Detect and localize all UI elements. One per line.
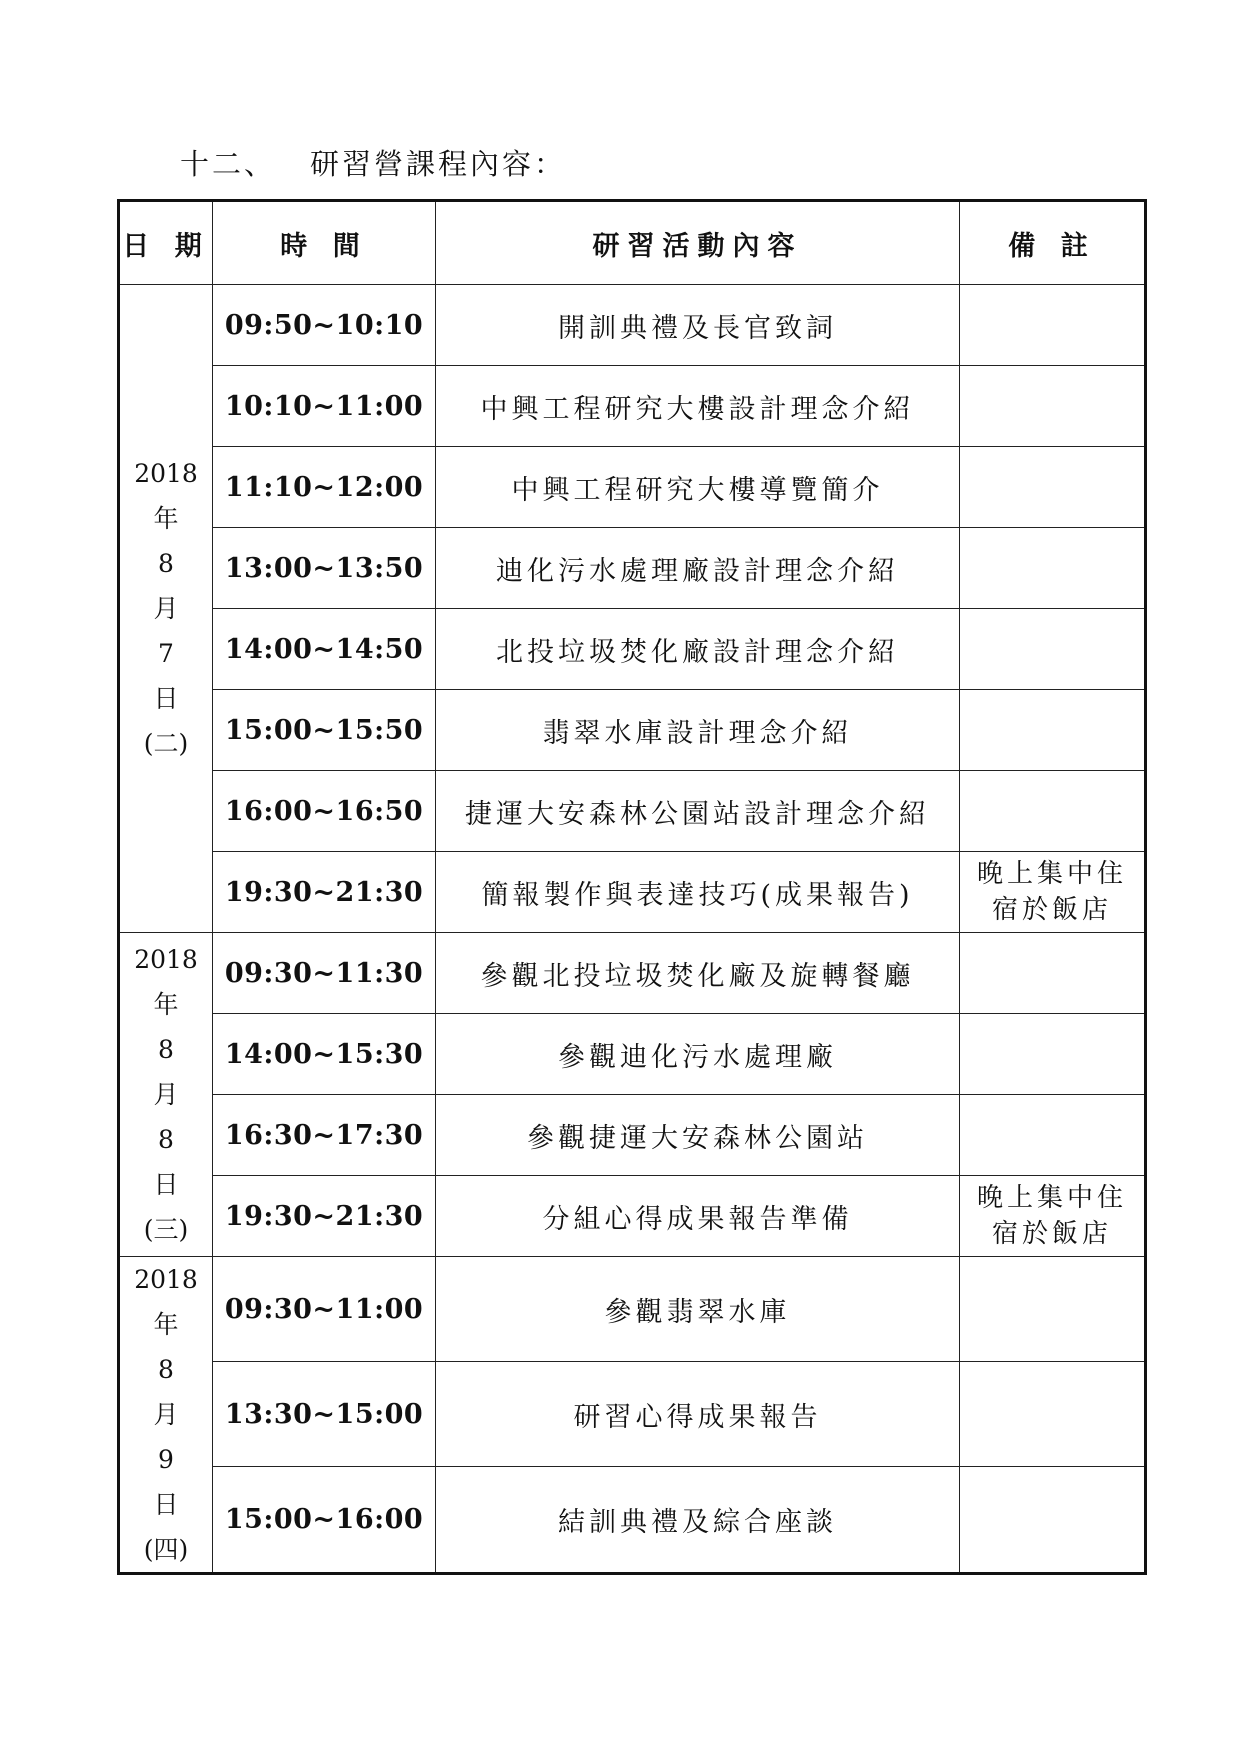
date-line: (三) <box>143 1215 189 1244</box>
time-cell: 15:00~15:50 <box>213 690 436 771</box>
table-row <box>119 933 1146 1014</box>
table-row <box>119 609 1146 690</box>
table-row <box>119 1095 1146 1176</box>
time-cell: 09:30~11:00 <box>213 1257 436 1362</box>
note-cell <box>960 1176 1146 1257</box>
time-cell: 15:00~16:00 <box>213 1467 436 1574</box>
date-line: 月 <box>153 1080 179 1109</box>
section-number: 十二、 <box>180 147 277 181</box>
time-cell: 13:00~13:50 <box>213 528 436 609</box>
date-line: 2018 <box>134 459 198 488</box>
activity-cell: 參觀翡翠水庫 <box>436 1257 960 1362</box>
table-row <box>119 1467 1146 1574</box>
note-cell <box>960 609 1146 690</box>
table-row <box>119 447 1146 528</box>
date-line: 8 <box>158 549 174 578</box>
time-cell: 16:30~17:30 <box>213 1095 436 1176</box>
activity-cell: 簡報製作與表達技巧(成果報告) <box>436 852 960 933</box>
note-line: 晚上集中住 <box>976 1183 1127 1213</box>
table-row <box>119 1014 1146 1095</box>
schedule-body <box>119 285 1146 1574</box>
header-date: 日 期 <box>119 201 213 285</box>
date-line: 2018 <box>134 1265 198 1294</box>
date-line: 年 <box>153 990 179 1019</box>
table-row <box>119 690 1146 771</box>
date-line: 年 <box>153 504 179 533</box>
header-row <box>119 201 1146 285</box>
note-cell <box>960 933 1146 1014</box>
time-cell: 13:30~15:00 <box>213 1362 436 1467</box>
date-line: 年 <box>153 1310 179 1339</box>
note-cell <box>960 285 1146 366</box>
activity-cell: 中興工程研究大樓設計理念介紹 <box>436 366 960 447</box>
table-row <box>119 528 1146 609</box>
time-cell: 11:10~12:00 <box>213 447 436 528</box>
date-line: 月 <box>153 1400 179 1429</box>
header-activity: 研習活動內容 <box>436 201 960 285</box>
date-line: 日 <box>153 1490 179 1519</box>
date-line: 2018 <box>134 945 198 974</box>
time-cell: 14:00~15:30 <box>213 1014 436 1095</box>
date-line: 8 <box>158 1125 174 1154</box>
activity-cell: 參觀北投垃圾焚化廠及旋轉餐廳 <box>436 933 960 1014</box>
section-title: 研習營課程內容： <box>310 147 567 181</box>
table-row <box>119 771 1146 852</box>
note-cell <box>960 1095 1146 1176</box>
note-line: 宿於飯店 <box>991 895 1112 925</box>
activity-cell: 迪化污水處理廠設計理念介紹 <box>436 528 960 609</box>
activity-cell: 研習心得成果報告 <box>436 1362 960 1467</box>
activity-cell: 翡翠水庫設計理念介紹 <box>436 690 960 771</box>
time-cell: 10:10~11:00 <box>213 366 436 447</box>
activity-cell: 參觀迪化污水處理廠 <box>436 1014 960 1095</box>
note-line: 晚上集中住 <box>976 859 1127 889</box>
time-cell: 09:30~11:30 <box>213 933 436 1014</box>
time-cell: 19:30~21:30 <box>213 1176 436 1257</box>
activity-cell: 開訓典禮及長官致詞 <box>436 285 960 366</box>
header-time: 時 間 <box>213 201 436 285</box>
date-line: (四) <box>143 1535 189 1564</box>
table-row <box>119 1362 1146 1467</box>
table-row <box>119 366 1146 447</box>
table-row <box>119 852 1146 933</box>
note-cell <box>960 366 1146 447</box>
date-line: 9 <box>158 1445 174 1474</box>
note-cell <box>960 447 1146 528</box>
date-line: 8 <box>158 1035 174 1064</box>
note-cell <box>960 852 1146 933</box>
note-cell <box>960 690 1146 771</box>
note-line: 宿於飯店 <box>991 1219 1112 1249</box>
note-cell <box>960 528 1146 609</box>
time-cell: 14:00~14:50 <box>213 609 436 690</box>
date-line: 日 <box>153 684 179 713</box>
header-note: 備 註 <box>960 201 1146 285</box>
date-line: 8 <box>158 1355 174 1384</box>
table-row <box>119 285 1146 366</box>
date-line: 月 <box>153 594 179 623</box>
time-cell: 16:00~16:50 <box>213 771 436 852</box>
activity-cell: 北投垃圾焚化廠設計理念介紹 <box>436 609 960 690</box>
time-cell: 09:50~10:10 <box>213 285 436 366</box>
activity-cell: 分組心得成果報告準備 <box>436 1176 960 1257</box>
date-cell <box>119 933 213 1257</box>
note-cell <box>960 1362 1146 1467</box>
date-line: (二) <box>143 729 189 758</box>
activity-cell: 中興工程研究大樓導覽簡介 <box>436 447 960 528</box>
section-heading <box>180 142 566 183</box>
date-cell <box>119 285 213 933</box>
note-cell <box>960 1014 1146 1095</box>
note-cell <box>960 771 1146 852</box>
time-cell: 19:30~21:30 <box>213 852 436 933</box>
activity-cell: 捷運大安森林公園站設計理念介紹 <box>436 771 960 852</box>
note-cell <box>960 1467 1146 1574</box>
activity-cell: 參觀捷運大安森林公園站 <box>436 1095 960 1176</box>
table-row <box>119 1257 1146 1362</box>
activity-cell: 結訓典禮及綜合座談 <box>436 1467 960 1574</box>
date-line: 日 <box>153 1170 179 1199</box>
table-row <box>119 1176 1146 1257</box>
date-cell <box>119 1257 213 1574</box>
date-line: 7 <box>158 639 174 668</box>
note-cell <box>960 1257 1146 1362</box>
schedule-table <box>117 199 1147 1575</box>
